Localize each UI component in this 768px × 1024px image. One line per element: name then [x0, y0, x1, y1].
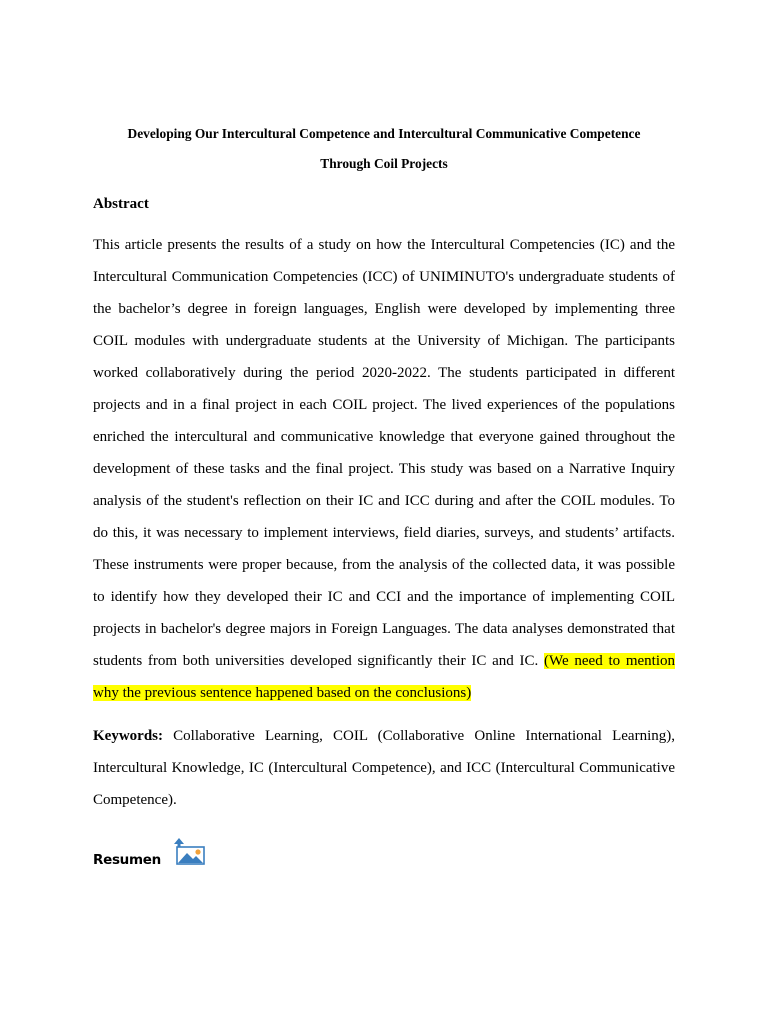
abstract-highlighted-comment: (We need to mention why the previous sentence happened based on the conclusions): [93, 653, 676, 701]
document-title-line-2: Through Coil Projects: [320, 156, 448, 171]
abstract-body: This article presents the results of a study on how the Intercultural Competencies (IC) and the Intercultural Communication Competencies (ICC) of UNIMINUTO's undergraduate students of the bachelor’s degree in foreign languages, English were developed by implementing three COIL modules with undergraduate students at the University of Michigan. The participants worked collaboratively during the period 2020-2022. The students participated in different projects and in a final project in each COIL project. The lived experiences of the populations enriched the intercultural and communicative knowledge that everyone gained throughout the development of these tasks and the final project. This study was based on a Narrative Inquiry analysis of the student's reflection on their IC and ICC during and after the COIL modules. To do this, it was necessary to implement interviews, field diaries, surveys, and students’ artifacts. These instruments were proper because, from the analysis of the collected data, it was possible to identify how they developed their IC and CCI and the importance of implementing COIL projects in bachelor's degree majors in Foreign Languages. The data analyses demonstrated that students from both universities developed significantly their IC and IC.: [93, 237, 675, 669]
keywords-list: Collaborative Learning, COIL (Collaborative Online International Learning), Intercultural Knowledge, IC (Intercultural Competence), and ICC (Intercultural Communicative Competence).: [93, 728, 675, 808]
keywords-label: Keywords:: [93, 728, 163, 744]
keywords-paragraph: [93, 720, 675, 816]
resumen-heading: Resumen: [93, 852, 161, 868]
document-title-line-1: Developing Our Intercultural Competence and Intercultural Communicative Competence: [127, 126, 641, 141]
abstract-heading: Abstract: [93, 196, 149, 212]
abstract-paragraph: [93, 229, 675, 709]
image-placeholder-icon[interactable]: [172, 836, 206, 866]
